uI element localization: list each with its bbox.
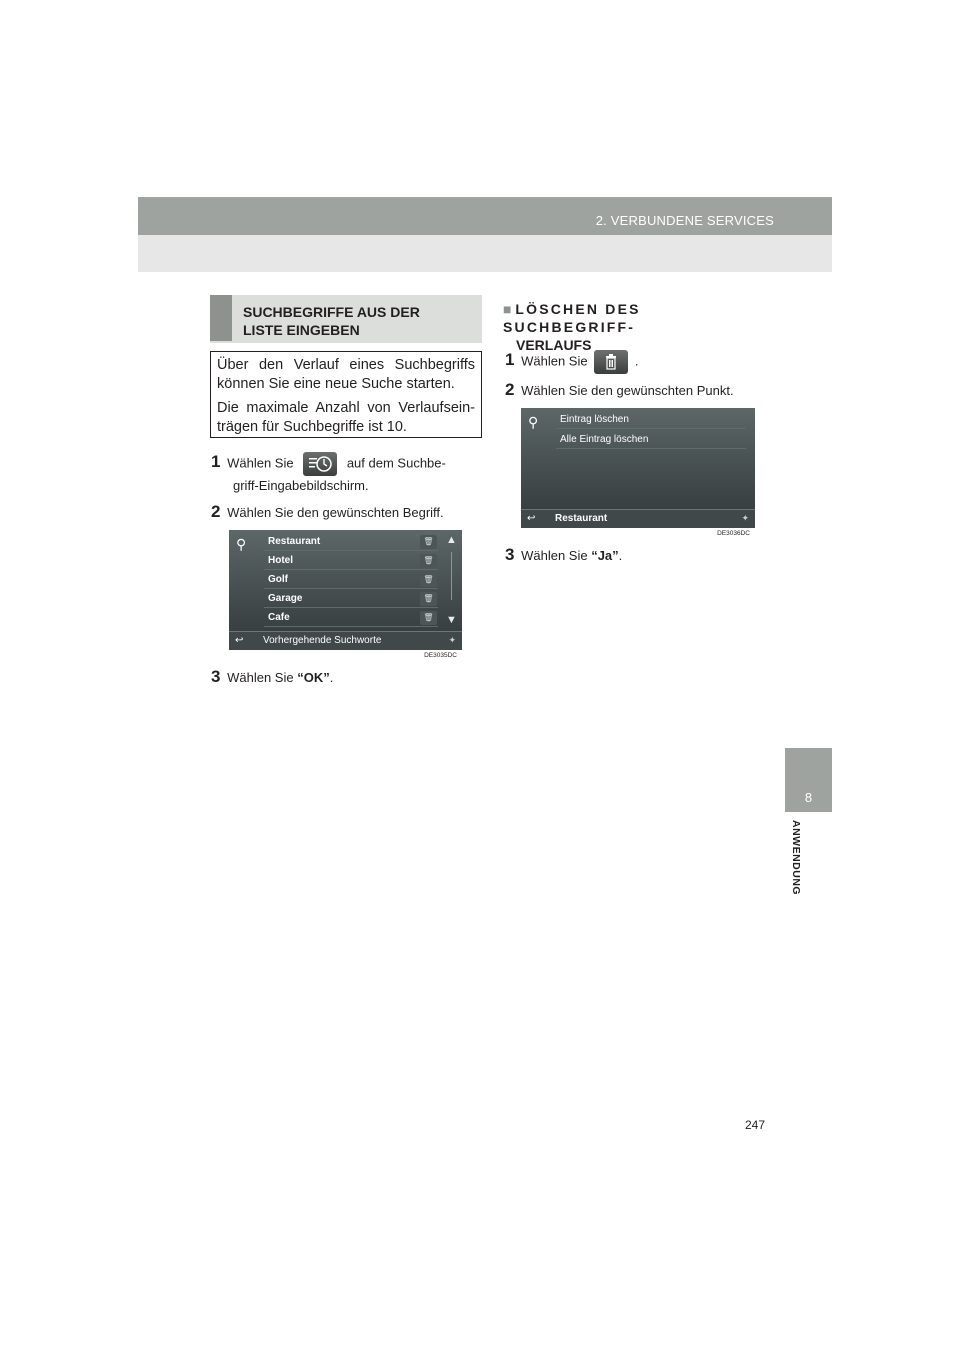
chapter-label-wrap — [786, 820, 806, 930]
step-number: 2 — [211, 502, 221, 521]
connection-icon: ✦ — [741, 513, 749, 523]
search-icon: ⚲ — [528, 414, 539, 430]
square-bullet-icon: ■ — [503, 301, 512, 317]
heading-line-2: LISTE EINGEBEN — [243, 322, 360, 338]
step-text-before: Wählen Sie — [521, 353, 588, 369]
chapter-label: ANWENDUNG — [790, 820, 802, 896]
right-step-3 — [505, 545, 622, 565]
list-item: Garage — [264, 589, 438, 608]
info-text-2: Die maximale Anzahl von Verlaufsein-trägen für Suchbegriffe ist 10. — [217, 400, 475, 435]
menu-item: Eintrag löschen — [556, 410, 746, 429]
image-code: DE3035DC — [421, 651, 460, 660]
scroll-up-icon: ▲ — [446, 534, 457, 546]
heading-line-1: LÖSCHEN DES SUCHBEGRIFF- — [503, 301, 641, 335]
screen-footer — [521, 509, 755, 528]
trash-button-icon — [594, 350, 628, 374]
footer-title: Vorhergehende Suchworte — [263, 635, 382, 646]
step-text: Wählen Sie den gewünschten Begriff. — [227, 505, 444, 520]
trash-icon: 🗑 — [420, 535, 437, 549]
menu-item: Alle Eintrag löschen — [556, 430, 746, 449]
step-text-line2: griff-Eingabebildschirm. — [233, 478, 369, 493]
info-box — [210, 351, 482, 438]
left-step-3 — [211, 667, 333, 687]
heading-accent-bar — [210, 295, 232, 341]
left-step-2 — [211, 502, 444, 522]
back-icon: ↩ — [235, 635, 244, 646]
section-heading-left — [210, 295, 482, 343]
list-item: Golf — [264, 570, 438, 589]
step-text-before: Wählen Sie — [227, 455, 294, 471]
step-text-bold: “OK” — [297, 670, 330, 685]
trash-icon: 🗑 — [420, 592, 437, 606]
history-button-icon — [303, 452, 337, 476]
chapter-number: 8 — [804, 790, 813, 805]
step-number: 1 — [505, 350, 515, 370]
image-code: DE3036DC — [714, 529, 753, 538]
list-item: Hotel — [264, 551, 438, 570]
info-text-1: Über den Verlauf eines Suchbegriffs können Sie eine neue Suche starten. — [217, 357, 475, 392]
list-item: Restaurant — [264, 532, 438, 551]
step-text-after: . — [634, 353, 639, 369]
step-text-bold: “Ja” — [591, 548, 619, 563]
step-text-after: auf dem Suchbe- — [346, 455, 446, 471]
step-text-before: Wählen Sie — [521, 548, 588, 563]
step-number: 1 — [211, 452, 221, 472]
chapter-tab — [785, 748, 832, 812]
section-title: 2. VERBUNDENE SERVICES — [595, 213, 774, 228]
footer-title: Restaurant — [555, 513, 608, 524]
step-text-after: . — [329, 670, 334, 685]
heading-line-2: VERLAUFS — [516, 337, 592, 353]
step-number: 2 — [505, 380, 515, 399]
step-text: Wählen Sie den gewünschten Punkt. — [521, 383, 734, 398]
trash-icon: 🗑 — [420, 611, 437, 625]
trash-icon: 🗑 — [420, 554, 437, 568]
step-number: 3 — [211, 667, 221, 686]
heading-line-1: SUCHBEGRIFFE AUS DER — [243, 304, 420, 320]
page-number: 247 — [745, 1118, 766, 1132]
scrollbar — [451, 552, 452, 600]
heading-title — [243, 303, 420, 339]
header-subbar — [138, 235, 832, 272]
header-bar — [138, 197, 832, 235]
step-text-after: . — [618, 548, 623, 563]
back-icon: ↩ — [527, 513, 536, 524]
left-step-1 — [211, 452, 486, 495]
step-text-before: Wählen Sie — [227, 670, 294, 685]
section-heading-right — [503, 300, 772, 354]
list-item: Cafe — [264, 608, 438, 627]
right-step-1 — [505, 350, 638, 374]
screen-footer — [229, 631, 462, 650]
screenshot-history-list — [229, 530, 462, 662]
step-number: 3 — [505, 545, 515, 564]
screenshot-delete-menu — [521, 408, 755, 540]
search-icon: ⚲ — [236, 536, 247, 552]
trash-icon: 🗑 — [420, 573, 437, 587]
right-step-2 — [505, 380, 734, 400]
scroll-down-icon: ▼ — [446, 614, 457, 626]
connection-icon: ✦ — [448, 635, 456, 645]
